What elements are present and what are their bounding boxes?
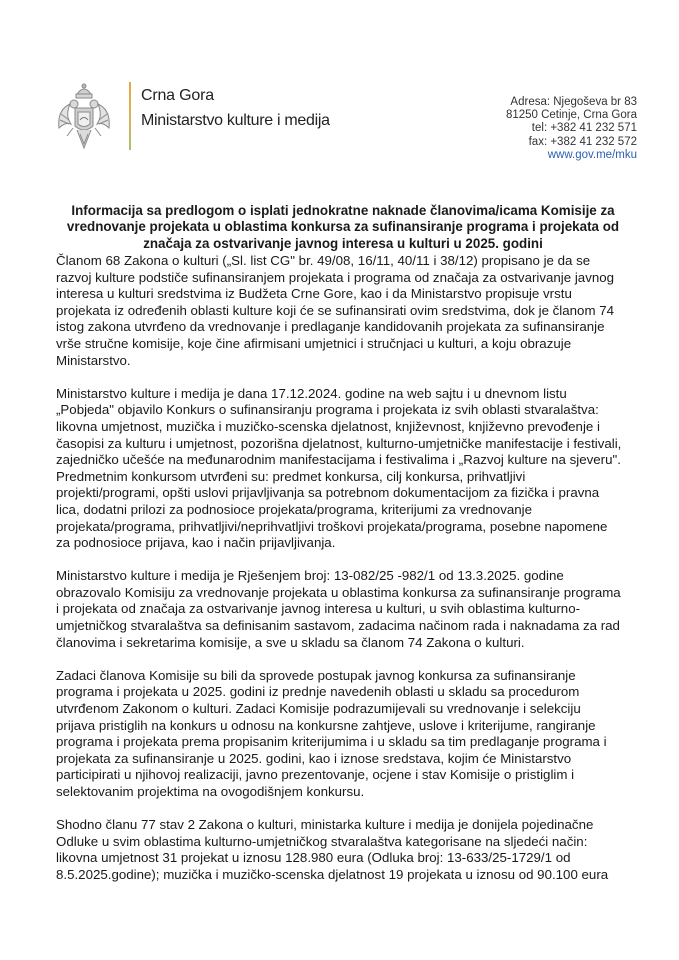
text-line: lica, dodatni prilozi za podnosioce projekata/programa, kriterijumi za vrednovanje <box>56 501 532 517</box>
paragraph-decisions <box>56 817 636 883</box>
text-line: za podnosioce prijava, kao i način prijavljivanja. <box>56 535 336 551</box>
org-name: Crna Gora <box>141 87 214 104</box>
text-line: projekti/programi, opšti uslovi prijavljivanja sa potrebnom dokumentacijom za fizička i pravna <box>56 485 600 501</box>
text-line: umjetničkog stvaralaštva sa definisanim sastavom, zadacima načinom rada i naknadama za rad <box>56 618 620 634</box>
text-line: likovna umjetnost, muzička i muzičko-scenska djelatnost, književnost, književno prevođenje i <box>56 418 600 434</box>
text-line: interesa u kulturi sredstvima iz Budžeta Crne Gore, kao i da Ministarstvo propisuje vrstu <box>56 286 572 302</box>
paragraph-legal-basis <box>56 253 636 369</box>
address-tel: tel: +382 41 232 571 <box>531 122 637 135</box>
text-line: Shodno članu 77 stav 2 Zakona o kulturi, ministarka kulture i medija je donijela pojedinačne <box>56 817 594 833</box>
text-line: 8.5.2025.godine); muzička i muzičko-scenska djelatnost 19 projekata u iznosu od 90.100 eura <box>56 866 609 882</box>
letterhead-logo <box>55 80 345 160</box>
text-line: Zadaci članova Komisije su bili da sprovede postupak javnog konkursa za sufinansiranje <box>56 667 576 683</box>
document-title <box>58 203 628 252</box>
address-city: 81250 Cetinje, Crna Gora <box>505 109 637 122</box>
address-street: Adresa: Njegoševa br 83 <box>510 96 637 108</box>
paragraph-commission-tasks <box>56 668 636 801</box>
text-line: Ministarstvo. <box>56 352 131 368</box>
text-line: zajedničko učešće na međunarodnim manifestacijama i festivalima i „Razvoj kulture na sjeveru". <box>56 452 621 468</box>
title-line: vrednovanje projekata u oblastima konkursa za sufinansiranje programa i projekata od <box>66 219 620 235</box>
text-line: programa i projekata u 2025. godini iz prednje navedenih oblasti u skladu sa procedurom <box>56 684 580 700</box>
ministry-name: Ministarstvo kulture i medija <box>141 112 330 129</box>
text-line: Ministarstvo kulture i medija je dana 17.12.2024. godine na web sajtu i u dnevnom listu <box>56 385 567 401</box>
website-link[interactable]: www.gov.me/mku <box>547 148 637 161</box>
text-line: vrše stručne komisije, koje čine afirmisani umjetnici i stručnjaci u kulturi, a koju obrazuje <box>56 335 572 351</box>
coat-of-arms-icon <box>55 80 113 156</box>
text-line: i projekata od značaja za ostvarivanje javnog interesa u kulturi, u svih oblastima kulturno- <box>56 601 581 617</box>
text-line: „Pobjeda" objavilo Konkurs o sufinansiranju programa i projekata iz svih oblasti stvaralaštva: <box>56 402 599 418</box>
text-line: razvoj kulture podstiče sufinansiranjem projekata i programa od značaja za ostvarivanje javnog <box>56 269 615 285</box>
text-line: projekata iz određenih oblasti kulture koji će se sufinansirati ovim sredstvima, dok je članom 74 <box>56 302 615 318</box>
text-line: likovna umjetnost 31 projekat u iznosu 128.980 eura (Odluka broj: 13-633/25-1729/1 od <box>56 850 571 866</box>
address-fax: fax: +382 41 232 572 <box>528 135 637 148</box>
text-line: članovima i sekretarima komisije, a sve u skladu sa članom 74 Zakona o kulturi. <box>56 634 525 650</box>
address-block <box>506 96 637 162</box>
text-line: programa i projekata prema propisanim kriterijumima i u skladu sa tim predlaganje programa i <box>56 734 607 750</box>
text-line: selektovanim projektima na ovogodišnjem konkursu. <box>56 784 365 799</box>
text-line: projekata/programa, prihvatljivi/neprihvatljivi troškovi projekata/programa, posebne napomene <box>56 518 608 534</box>
text-line: Predmetnim konkursom utvrđeni su: predmet konkursa, cilj konkursa, prihvatljivi <box>56 468 526 484</box>
title-line: Informacija sa predlogom o isplati jednokratne naknade članovima/icama Komisije za <box>71 203 615 218</box>
text-line: Odluke u svim oblastima kulturno-umjetničkog stvaralaštva kategorisane na sljedeći način: <box>56 833 588 849</box>
paragraph-commission-formation <box>56 568 636 651</box>
title-line: značaja za ostvarivanje javnog interesa u kulturi u 2025. godini <box>143 235 543 251</box>
text-line: časopisi za kulturu i umjetnost, pozorišna djelatnost, kulturno-umjetničke manifestacije i festivali, <box>56 435 622 451</box>
text-line: Članom 68 Zakona o kulturi („Sl. list CG" br. 49/08, 16/11, 40/11 i 38/12) propisano je da se <box>56 253 591 268</box>
letterhead-divider <box>129 82 131 150</box>
text-line: utvrđenom Zakonom o kulturi. Zadaci Komisije podrazumijevali su vrednovanje i selekciju <box>56 701 581 717</box>
text-line: Ministarstvo kulture i medija je Rješenjem broj: 13-082/25 -982/1 od 13.3.2025. godine <box>56 568 564 584</box>
paragraph-competition <box>56 386 636 552</box>
text-line: obrazovalo Komisiju za vrednovanje projekata u oblastima konkursa za sufinansiranje programa <box>56 584 621 600</box>
text-line: prijava pristiglih na konkurs u odnosu na konkursne zahtjeve, uslove i kriterijume, rangiranje <box>56 717 596 733</box>
text-line: participirati u njihovoj realizaciji, javno prezentovanje, ocjene i stav Komisije o pristiglim i <box>56 767 575 783</box>
text-line: istog zakona utvrđeno da vrednovanje i predlaganje kandidovanih projekata za sufinansiranje <box>56 319 605 335</box>
text-line: projekata za sufinansiranje u 2025. godini, kao i iznose sredstava, kojim će Ministarstvo <box>56 750 572 766</box>
document-body <box>56 253 636 900</box>
